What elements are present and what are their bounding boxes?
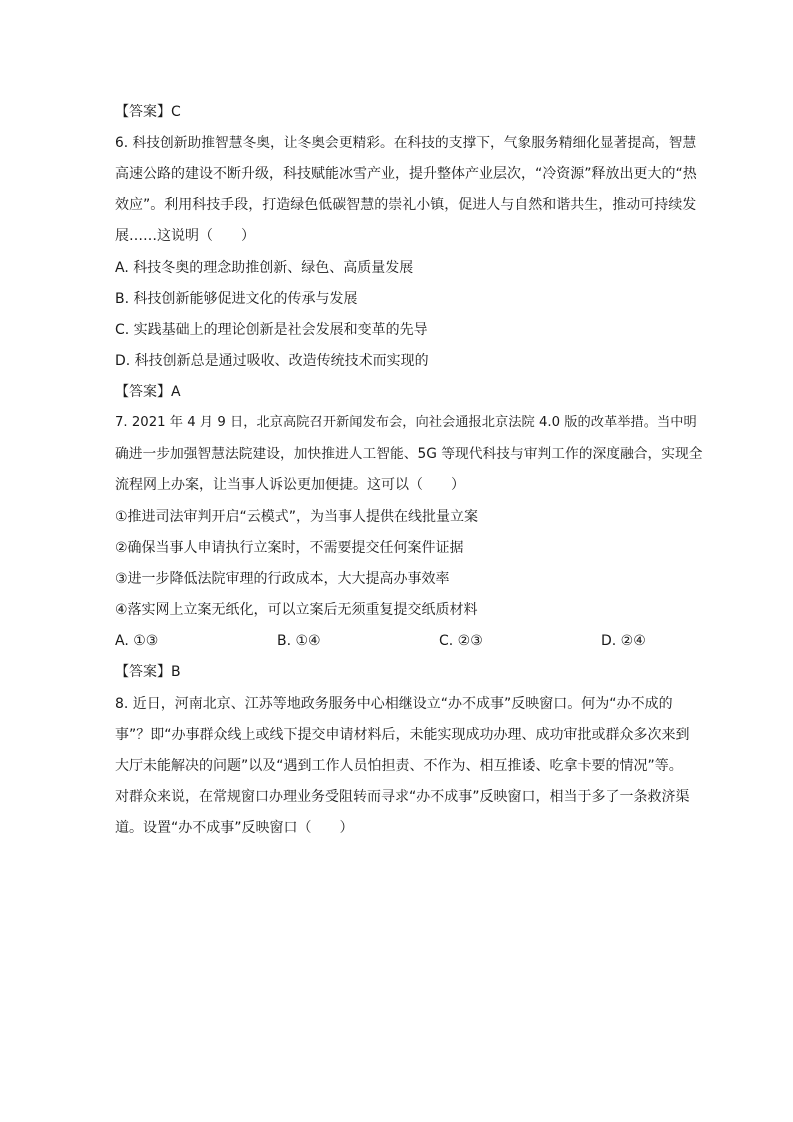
q7-choice-b: B. ①④ <box>277 633 321 649</box>
q7-statement-4: ④落实网上立案无纸化，可以立案后无须重复提交纸质材料 <box>115 602 478 618</box>
q7-statement-2: ②确保当事人申请执行立案时，不需要提交任何案件证据 <box>115 540 464 556</box>
q6-stem-line-1: 6. 科技创新助推智慧冬奥，让冬奥会更精彩。在科技的支撑下，气象服务精细化显著提高，智慧 <box>115 135 697 151</box>
q7-stem-line-2: 确进一步加强智慧法院建设，加快推进人工智能、5G 等现代科技与审判工作的深度融合，实现全 <box>115 446 703 462</box>
q6-option-b: B. 科技创新能够促进文化的传承与发展 <box>115 291 358 307</box>
q6-option-d: D. 科技创新总是通过吸收、改造传统技术而实现的 <box>115 353 429 369</box>
q8-stem-line-1: 8. 近日，河南北京、江苏等地政务服务中心相继设立“办不成事”反映窗口。何为“办不成的 <box>115 696 673 712</box>
q8-stem-line-5: 道。设置“办不成事”反映窗口（ ） <box>115 820 354 836</box>
answer-label-q6: 【答案】A <box>115 384 181 400</box>
answer-label-q7: 【答案】B <box>115 664 181 680</box>
q8-stem-line-3: 大厅未能解决的问题”以及“遇到工作人员怕担责、不作为、相互推诿、吃拿卡要的情况”等。 <box>115 758 683 774</box>
q8-stem-line-4: 对群众来说，在常规窗口办理业务受阻转而寻求“办不成事”反映窗口，相当于多了一条救济渠 <box>115 789 690 805</box>
q6-option-c: C. 实践基础上的理论创新是社会发展和变革的先导 <box>115 322 428 338</box>
q7-statement-1: ①推进司法审判开启“云模式”，为当事人提供在线批量立案 <box>115 509 479 525</box>
q7-choice-d: D. ②④ <box>601 633 646 649</box>
q7-choices-row <box>115 631 703 651</box>
q6-stem-line-4: 展……这说明（ ） <box>115 228 255 244</box>
q7-stem-line-3: 流程网上办案，让当事人诉讼更加便捷。这可以（ ） <box>115 477 465 493</box>
q8-stem-line-2: 事”？即“办事群众线上或线下提交申请材料后，未能实现成功办理、成功审批或群众多次来到 <box>115 727 690 743</box>
q7-choice-a: A. ①③ <box>115 633 159 649</box>
q7-statement-3: ③进一步降低法院审理的行政成本，大大提高办事效率 <box>115 571 450 587</box>
q7-choice-c: C. ②③ <box>439 633 483 649</box>
q6-stem-line-3: 效应”。利用科技手段，打造绿色低碳智慧的崇礼小镇，促进人与自然和谐共生，推动可持续发 <box>115 197 697 213</box>
answer-label-q5: 【答案】C <box>115 104 181 120</box>
q6-option-a: A. 科技冬奥的理念助推创新、绿色、高质量发展 <box>115 260 414 276</box>
q7-stem-line-1: 7. 2021 年 4 月 9 日，北京高院召开新闻发布会，向社会通报北京法院 4.0 版的改革举措。当中明 <box>115 415 697 430</box>
q6-stem-line-2: 高速公路的建设不断升级，科技赋能冰雪产业，提升整体产业层次，“冷资源”释放出更大的“热 <box>115 166 697 182</box>
